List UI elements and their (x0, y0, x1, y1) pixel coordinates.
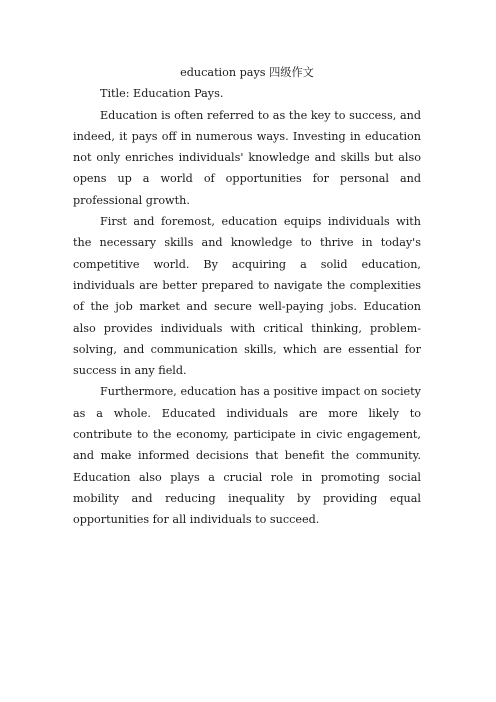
paragraph-1: Education is often referred to as the key to success, and indeed, it pays off in numerous ways. Investing in education not only enriches individuals' knowledge and skills but also opens up a world of opportunities for personal and professional growth. (73, 108, 421, 207)
paragraph-3: Furthermore, education has a positive impact on society as a whole. Educated individuals are more likely to contribute to the economy, participate in civic engagement, and make informed decisions that benefit the community. Education also plays a crucial role in promoting social mobility and reducing inequality by providing equal opportunities for all individuals to succeed. (73, 385, 421, 527)
document-body (73, 62, 421, 531)
document-title: education pays 四级作文 (180, 66, 314, 79)
paragraph-2: First and foremost, education equips individuals with the necessary skills and knowledge to thrive in today's competitive world. By acquiring a solid education, individuals are better prepared to navigate the complexities of the job market and secure well-paying jobs. Education also provides individuals with critical thinking, problem-solving, and communication skills, which are essential for success in any field. (73, 215, 421, 378)
essay-heading: Title: Education Pays. (100, 87, 224, 101)
